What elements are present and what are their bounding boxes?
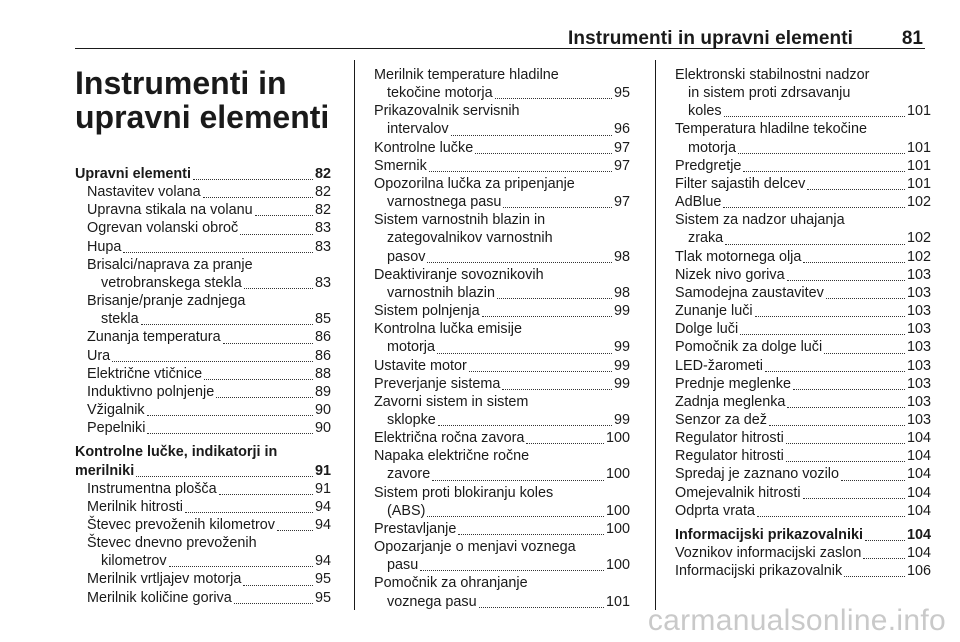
dot-leader — [826, 298, 905, 299]
toc-entry-label: pasov — [387, 248, 426, 265]
toc-entry[interactable] — [75, 183, 331, 201]
toc-entry[interactable] — [374, 175, 630, 211]
toc-entry-label: varnostnega pasu — [387, 194, 502, 211]
toc-entry[interactable] — [75, 256, 331, 292]
toc-entry-text: Sistem varnostnih blazin in — [374, 212, 546, 229]
toc-entry-label: Senzor za dež — [675, 411, 767, 428]
dot-leader — [757, 516, 905, 517]
toc-entry[interactable] — [75, 219, 331, 237]
toc-section[interactable] — [75, 443, 331, 479]
chapter-title-line: Instrumenti in — [75, 65, 287, 101]
dot-leader — [526, 443, 604, 444]
toc-page-number: 97 — [613, 139, 630, 156]
dot-leader — [755, 316, 905, 317]
dot-leader — [427, 516, 604, 517]
toc-page-number: 100 — [605, 502, 630, 519]
toc-entry[interactable] — [675, 447, 931, 465]
toc-entry-label: LED-žarometi — [675, 357, 763, 374]
toc-entry-label: Ogrevan volanski obroč — [87, 220, 239, 237]
toc-column-2 — [374, 66, 630, 611]
toc-entry[interactable] — [675, 284, 931, 302]
dot-leader — [219, 494, 313, 495]
dot-leader — [786, 443, 905, 444]
column-divider — [354, 60, 355, 610]
toc-page-number: 99 — [613, 357, 630, 374]
toc-entry[interactable] — [675, 375, 931, 393]
toc-page-number: 100 — [605, 430, 630, 447]
toc-entry-text: zategovalnikov varnostnih — [387, 230, 553, 247]
dot-leader — [216, 397, 313, 398]
toc-entry[interactable] — [374, 520, 630, 538]
toc-entry-label: Informacijski prikazovalniki — [675, 526, 863, 543]
toc-page-number: 101 — [906, 157, 931, 174]
toc-entry[interactable] — [374, 302, 630, 320]
dot-leader — [432, 480, 604, 481]
dot-leader — [203, 197, 313, 198]
dot-leader — [793, 389, 905, 390]
toc-page-number: 98 — [613, 248, 630, 265]
toc-entry-text: Brisanje/pranje zadnjega — [87, 293, 246, 310]
toc-page-number: 95 — [314, 571, 331, 588]
toc-entry-text: Temperatura hladilne tekočine — [675, 121, 867, 138]
toc-entry[interactable] — [675, 266, 931, 284]
dot-leader — [185, 512, 313, 513]
dot-leader — [865, 540, 905, 541]
toc-page-number: 101 — [906, 139, 931, 156]
dot-leader — [169, 566, 313, 567]
toc-entry[interactable] — [374, 266, 630, 302]
dot-leader — [787, 280, 905, 281]
dot-leader — [240, 234, 313, 235]
toc-entry-text: Opozarjanje o menjavi voznega — [374, 539, 576, 556]
toc-entry-label: Pomočnik za dolge luči — [675, 339, 823, 356]
toc-entry[interactable] — [675, 502, 931, 520]
toc-entry[interactable] — [75, 347, 331, 365]
page-header — [75, 0, 925, 49]
toc-page-number: 85 — [314, 311, 331, 328]
toc-page-number: 91 — [314, 480, 331, 497]
toc-page-number: 104 — [906, 430, 931, 447]
dot-leader — [738, 153, 905, 154]
dot-leader — [743, 171, 905, 172]
toc-entry[interactable] — [75, 383, 331, 401]
toc-entry-label: zavore — [387, 466, 431, 483]
dot-leader — [724, 116, 905, 117]
toc-entry[interactable] — [374, 484, 630, 520]
toc-entry-label: Regulator hitrosti — [675, 430, 784, 447]
toc-entry-label: vetrobranskega stekla — [101, 274, 242, 291]
toc-page-number: 101 — [605, 593, 630, 610]
header-title: Instrumenti in upravni elementi — [568, 28, 853, 49]
toc-entry-label: Ura — [87, 347, 111, 364]
toc-entry-label: Električna ročna zavora — [374, 430, 525, 447]
toc-entry-label: Predgretje — [675, 157, 742, 174]
toc-page-number: 101 — [906, 103, 931, 120]
toc-entry[interactable] — [75, 419, 331, 437]
toc-entry-label: Ustavite motor — [374, 357, 467, 374]
dot-leader — [803, 262, 905, 263]
dot-leader — [234, 603, 313, 604]
toc-entry[interactable] — [75, 365, 331, 383]
toc-entry-text: Opozorilna lučka za pripenjanje — [374, 175, 575, 192]
dot-leader — [787, 407, 905, 408]
toc-page-number: 100 — [605, 466, 630, 483]
toc-entry[interactable] — [675, 393, 931, 411]
toc-entry[interactable] — [374, 102, 630, 138]
toc-entry[interactable] — [75, 498, 331, 516]
toc-page-number: 99 — [613, 339, 630, 356]
toc-page-number: 100 — [605, 520, 630, 537]
toc-entry[interactable] — [75, 401, 331, 419]
toc-entry[interactable] — [374, 538, 630, 574]
toc-page-number: 83 — [314, 220, 331, 237]
toc-entry[interactable] — [374, 393, 630, 429]
toc-page-number: 82 — [314, 184, 331, 201]
toc-entry[interactable] — [675, 562, 931, 580]
toc-entry-text: Kontrolna lučka emisije — [374, 321, 522, 338]
toc-page-number: 102 — [906, 248, 931, 265]
toc-page-number: 99 — [613, 411, 630, 428]
toc-entry-label: Induktivno polnjenje — [87, 383, 215, 400]
toc-entry[interactable] — [75, 238, 331, 256]
toc-entry-label: koles — [688, 103, 722, 120]
dot-leader — [844, 576, 905, 577]
toc-entry[interactable] — [75, 534, 331, 570]
toc-entry-text: Elektronski stabilnostni nadzor — [675, 67, 870, 83]
toc-entry-label: voznega pasu — [387, 593, 477, 610]
toc-page-number: 82 — [314, 202, 331, 219]
dot-leader — [112, 361, 313, 362]
toc-entry[interactable] — [374, 211, 630, 265]
dot-leader — [807, 189, 905, 190]
dot-leader — [193, 179, 313, 180]
toc-entry-label: Upravni elementi — [75, 166, 191, 182]
page-number: 81 — [901, 28, 923, 49]
toc-entry-label: tekočine motorja — [387, 85, 493, 102]
toc-entry-label: intervalov — [387, 121, 449, 138]
toc-entry[interactable] — [374, 139, 630, 157]
dot-leader — [123, 252, 313, 253]
toc-page-number: 99 — [613, 375, 630, 392]
dot-leader — [437, 353, 612, 354]
dot-leader — [503, 207, 612, 208]
toc-entry[interactable] — [75, 589, 331, 607]
toc-entry[interactable] — [675, 320, 931, 338]
toc-entry[interactable] — [374, 447, 630, 483]
toc-entry[interactable] — [675, 429, 931, 447]
toc-entry-label: Prestavljanje — [374, 520, 457, 537]
toc-page-number: 97 — [613, 157, 630, 174]
toc-page-number: 103 — [906, 266, 931, 283]
dot-leader — [803, 498, 905, 499]
toc-page-number: 86 — [314, 329, 331, 346]
dot-leader — [244, 288, 313, 289]
dot-leader — [482, 316, 612, 317]
toc-page-number: 83 — [314, 238, 331, 255]
toc-entry[interactable] — [374, 574, 630, 610]
toc-page-number: 103 — [906, 284, 931, 301]
toc-entry-label: Upravna stikala na volanu — [87, 202, 253, 219]
toc-entry-label: Voznikov informacijski zaslon — [675, 545, 862, 562]
toc-entry-label: Omejevalnik hitrosti — [675, 484, 801, 501]
toc-page-number: 96 — [613, 121, 630, 138]
toc-column-3 — [675, 66, 931, 580]
dot-leader — [277, 530, 313, 531]
toc-page-number: 103 — [906, 321, 931, 338]
toc-entry[interactable] — [75, 480, 331, 498]
toc-entry-label: Merilnik količine goriva — [87, 589, 232, 606]
dot-leader — [136, 476, 313, 477]
toc-entry-label: Vžigalnik — [87, 402, 145, 419]
toc-entry[interactable] — [75, 201, 331, 219]
toc-page-number: 102 — [906, 194, 931, 211]
toc-entry-text: Prikazovalnik servisnih — [374, 103, 520, 120]
toc-entry-label: Merilnik hitrosti — [87, 498, 183, 515]
toc-entry-label: (ABS) — [387, 502, 426, 519]
toc-entry-label: motorja — [387, 339, 435, 356]
toc-entry-label: varnostnih blazin — [387, 284, 495, 301]
toc-entry-text: Kontrolne lučke, indikatorji in — [75, 444, 278, 461]
toc-entry[interactable] — [675, 193, 931, 211]
toc-entry[interactable] — [675, 411, 931, 429]
toc-entry-text: Napaka električne ročne — [374, 448, 530, 465]
toc-page-number: 104 — [906, 502, 931, 519]
toc-entry[interactable] — [75, 570, 331, 588]
toc-page-number: 97 — [613, 194, 630, 211]
toc-entry[interactable] — [675, 544, 931, 562]
toc-entry-label: Pepelniki — [87, 420, 146, 437]
watermark: carmanualsonline.info — [647, 604, 946, 637]
dot-leader — [147, 415, 313, 416]
toc-entry-label: stekla — [101, 311, 139, 328]
toc-entry-label: Odprta vrata — [675, 502, 755, 519]
toc-entry-label: Zadnja meglenka — [675, 393, 786, 410]
toc-page-number: 95 — [613, 85, 630, 102]
toc-entry[interactable] — [675, 66, 931, 120]
toc-page-number: 98 — [613, 284, 630, 301]
toc-section[interactable] — [75, 165, 331, 183]
dot-leader — [740, 334, 905, 335]
toc-entry-label: Instrumentna plošča — [87, 480, 217, 497]
dot-leader — [451, 135, 612, 136]
toc-page-number: 104 — [906, 484, 931, 501]
dot-leader — [479, 607, 604, 608]
dot-leader — [141, 324, 313, 325]
dot-leader — [723, 207, 905, 208]
toc-page-number: 95 — [314, 589, 331, 606]
toc-entry-label: Nizek nivo goriva — [675, 266, 785, 283]
toc-entry-text: in sistem proti zdrsavanju — [688, 85, 851, 102]
toc-entry-label: pasu — [387, 557, 419, 574]
toc-entry-label: Hupa — [87, 238, 122, 255]
toc-entry-text: Merilnik temperature hladilne — [374, 67, 559, 83]
toc-page-number: 89 — [314, 383, 331, 400]
toc-page-number: 91 — [314, 462, 331, 479]
toc-page-number: 103 — [906, 375, 931, 392]
toc-column-1 — [75, 165, 331, 607]
toc-entry-label: Filter sajastih delcev — [675, 175, 806, 192]
dot-leader — [725, 244, 905, 245]
toc-page-number: 103 — [906, 411, 931, 428]
dot-leader — [497, 298, 612, 299]
dot-leader — [204, 379, 313, 380]
dot-leader — [438, 425, 612, 426]
toc-entry-label: Smernik — [374, 157, 427, 174]
toc-entry-label: Nastavitev volana — [87, 184, 201, 201]
toc-entry[interactable] — [675, 357, 931, 375]
toc-page-number: 88 — [314, 365, 331, 382]
toc-page-number: 103 — [906, 393, 931, 410]
toc-entry-text: Zavorni sistem in sistem — [374, 393, 529, 410]
dot-leader — [255, 215, 313, 216]
toc-entry-label: Kontrolne lučke — [374, 139, 474, 156]
toc-entry-text: Deaktiviranje sovoznikovih — [374, 266, 544, 283]
toc-entry-label: AdBlue — [675, 194, 722, 211]
dot-leader — [824, 353, 905, 354]
dot-leader — [427, 262, 612, 263]
dot-leader — [469, 371, 612, 372]
toc-entry-label: Prednje meglenke — [675, 375, 791, 392]
toc-page-number: 90 — [314, 420, 331, 437]
toc-page-number: 100 — [605, 557, 630, 574]
toc-entry[interactable] — [75, 516, 331, 534]
toc-entry[interactable] — [75, 292, 331, 328]
toc-entry-text: Sistem proti blokiranju koles — [374, 484, 554, 501]
toc-page-number: 94 — [314, 553, 331, 570]
toc-entry[interactable] — [675, 302, 931, 320]
toc-entry[interactable] — [675, 484, 931, 502]
toc-section[interactable] — [675, 526, 931, 544]
toc-entry[interactable] — [675, 248, 931, 266]
toc-entry[interactable] — [374, 357, 630, 375]
toc-entry-label: sklopke — [387, 411, 436, 428]
toc-entry[interactable] — [675, 120, 931, 156]
toc-entry-label: merilniki — [75, 462, 135, 479]
toc-entry[interactable] — [374, 66, 630, 102]
toc-page-number: 106 — [906, 563, 931, 580]
toc-page-number: 103 — [906, 357, 931, 374]
toc-entry-label: Informacijski prikazovalnik — [675, 563, 843, 580]
toc-entry-label: Zunanje luči — [675, 303, 753, 320]
toc-page-number: 104 — [906, 466, 931, 483]
dot-leader — [458, 534, 604, 535]
dot-leader — [223, 343, 313, 344]
dot-leader — [243, 585, 313, 586]
dot-leader — [147, 433, 313, 434]
toc-entry-label: Sistem polnjenja — [374, 303, 480, 320]
toc-page-number: 94 — [314, 498, 331, 515]
toc-page-number: 104 — [906, 545, 931, 562]
dot-leader — [841, 480, 905, 481]
toc-entry-label: zraka — [688, 230, 724, 247]
dot-leader — [420, 570, 604, 571]
toc-entry[interactable] — [75, 328, 331, 346]
toc-entry[interactable] — [675, 175, 931, 193]
toc-entry-label: motorja — [688, 139, 736, 156]
toc-entry[interactable] — [374, 157, 630, 175]
toc-entry[interactable] — [374, 429, 630, 447]
chapter-title-line: upravni elementi — [75, 99, 330, 135]
dot-leader — [502, 389, 612, 390]
toc-page-number: 102 — [906, 230, 931, 247]
dot-leader — [475, 153, 612, 154]
column-divider — [655, 60, 656, 610]
toc-entry[interactable] — [675, 465, 931, 483]
toc-entry-label: Regulator hitrosti — [675, 448, 784, 465]
toc-page-number: 82 — [314, 166, 331, 182]
toc-page-number: 99 — [613, 303, 630, 320]
toc-page-number: 94 — [314, 516, 331, 533]
toc-entry-label: Samodejna zaustavitev — [675, 284, 824, 301]
toc-page-number: 86 — [314, 347, 331, 364]
toc-entry-text: Brisalci/naprava za pranje — [87, 256, 253, 273]
dot-leader — [495, 98, 612, 99]
toc-entry-label: Merilnik vrtljajev motorja — [87, 571, 242, 588]
toc-page-number: 103 — [906, 303, 931, 320]
toc-entry-text: Sistem za nadzor uhajanja — [675, 212, 845, 229]
toc-entry-text: Pomočnik za ohranjanje — [374, 575, 528, 592]
toc-page-number: 104 — [906, 526, 931, 543]
toc-page-number: 90 — [314, 402, 331, 419]
dot-leader — [769, 425, 905, 426]
dot-leader — [863, 558, 905, 559]
toc-entry-label: Spredaj je zaznano vozilo — [675, 466, 839, 483]
toc-page-number: 101 — [906, 175, 931, 192]
toc-entry[interactable] — [675, 338, 931, 356]
dot-leader — [786, 461, 905, 462]
toc-entry-text: Števec dnevno prevoženih — [87, 535, 257, 552]
chapter-title — [75, 66, 335, 134]
dot-leader — [429, 171, 612, 172]
toc-entry-label: Tlak motornega olja — [675, 248, 802, 265]
toc-entry[interactable] — [675, 211, 931, 247]
toc-page-number: 104 — [906, 448, 931, 465]
toc-entry-label: Preverjanje sistema — [374, 375, 501, 392]
toc-entry-label: kilometrov — [101, 553, 167, 570]
toc-entry-label: Dolge luči — [675, 321, 739, 338]
toc-page-number: 103 — [906, 339, 931, 356]
toc-page-number: 83 — [314, 274, 331, 291]
toc-entry-label: Števec prevoženih kilometrov — [87, 516, 275, 533]
toc-entry[interactable] — [675, 157, 931, 175]
dot-leader — [765, 371, 905, 372]
toc-entry[interactable] — [374, 320, 630, 356]
toc-entry-label: Električne vtičnice — [87, 365, 203, 382]
toc-entry-label: Zunanja temperatura — [87, 329, 221, 346]
toc-entry[interactable] — [374, 375, 630, 393]
